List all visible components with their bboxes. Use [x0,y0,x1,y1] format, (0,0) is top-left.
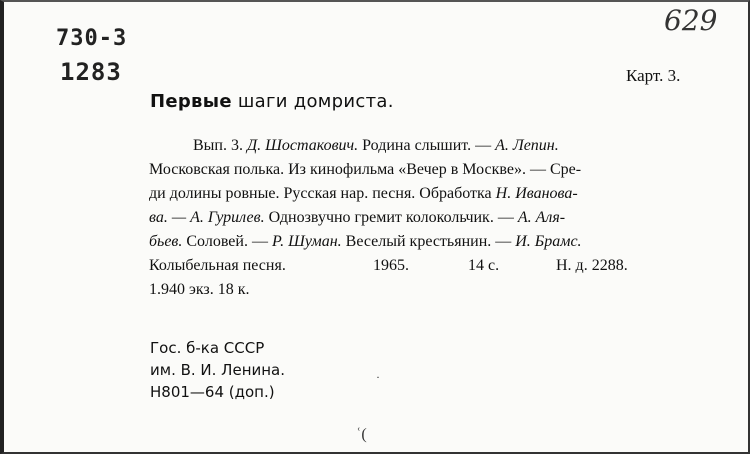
meta-line [149,254,699,278]
meta-copies: 1.940 экз. 18 к. [149,281,250,298]
italic-run: Н. Иванова- [495,185,578,202]
italic-run: бьев. [149,233,183,250]
italic-run: А. Аля- [517,209,566,226]
meta-number: Н. д. 2288. [556,257,628,274]
text-run: Московская полька. Из кинофильма «Вечер в Москве». — Сре- [149,161,582,178]
dust-speck: · [376,370,380,384]
library-line-2: им. В. И. Ленина. [150,361,286,379]
page-title [150,91,394,112]
card-number: Карт. 3. [626,66,681,85]
dust-speck: ʿ( [356,426,367,443]
text-run: Родина слышит. — [358,137,496,154]
desc-line [149,230,699,254]
text-run: Веселый крестьянин. — [341,233,516,250]
title-rest: шаги домриста. [231,91,394,112]
meta-year: 1965. [373,257,409,274]
handwritten-code-2: 1283 [60,58,122,86]
text-run: Однозвучно гремит колокольчик. — [264,209,518,226]
library-stamp [150,337,285,403]
meta-pages: 14 с. [468,257,500,274]
italic-run: А. Лепин. [495,137,559,154]
italic-run: Р. Шуман. [271,233,342,250]
description [149,134,699,302]
library-line-1: Гос. б-ка СССР [150,339,265,357]
italic-run: Д. Шостакович. [246,137,359,154]
text-run: Вып. 3. [193,137,247,154]
handwritten-corner-number: 629 [664,4,718,37]
italic-run: И. Брамс. [515,233,582,250]
desc-line [149,206,699,230]
handwritten-code-1: 730-3 [56,26,128,51]
text-run: ди долины ровные. Русская нар. песня. Обработка [149,185,496,202]
title-bold: Первые [150,91,232,112]
desc-line [149,182,699,206]
desc-line [149,134,699,158]
meta-song: Колыбельная песня. [149,257,286,274]
desc-line [149,158,699,182]
italic-run: ва. — А. Гурилев. [149,209,265,226]
text-run: Соловей. — [182,233,272,250]
library-line-3: Н801—64 (доп.) [150,383,275,401]
